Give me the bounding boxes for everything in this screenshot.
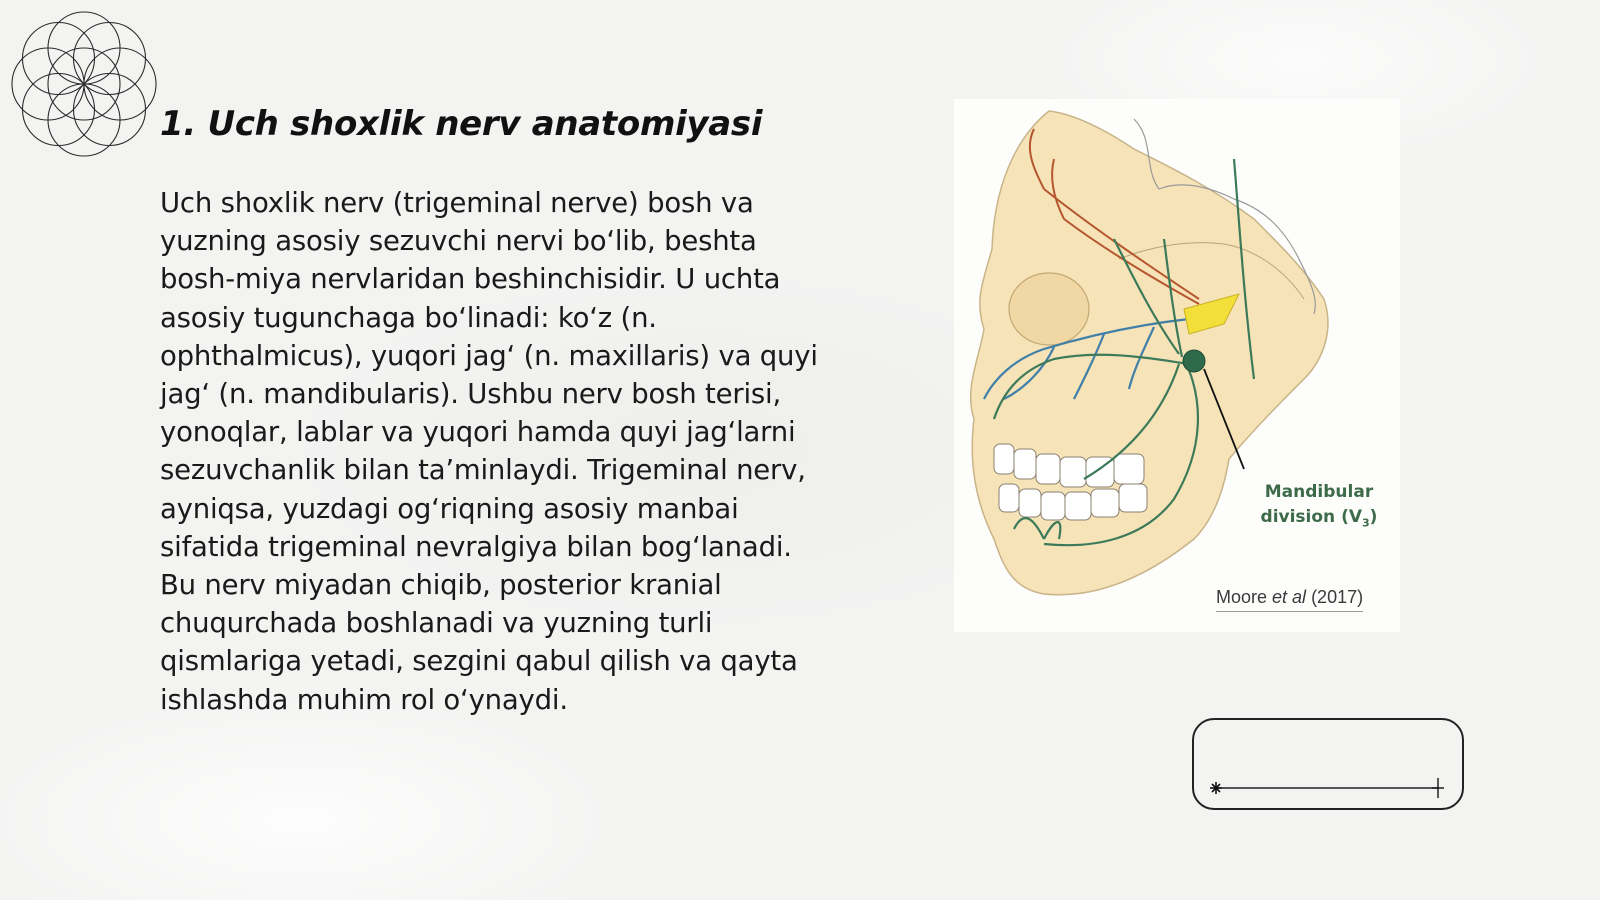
figure-credit: Moore et al (2017) (1216, 587, 1363, 612)
skull-nerve-illustration (954, 99, 1400, 632)
cross-sparkle-icon (1432, 778, 1444, 798)
orbit (1009, 273, 1089, 345)
asterisk-star-icon (1210, 782, 1222, 794)
decorative-line-frame (1192, 718, 1464, 810)
rosette-ornament-icon (10, 10, 158, 158)
slide-body-text: Uch shoxlik nerv (trigeminal nerve) bosh va yuzning asosiy sezuvchi nervi bo‘lib, beshta bosh-miya nervlaridan beshinchisidir. U uchta asosiy tugunchaga bo‘linadi: ko‘z (n. ophthalmicus), yuqori jag‘ (n. maxillaris) va quyi jag‘ (n. mandibularis). Ushbu nerv bosh terisi, yonoqlar, lablar va yuqori hamda quyi jag‘larni sezuvchanlik bilan ta’minlaydi. Trigeminal nerv, ayniqsa, yuzdagi og‘riqning asosiy manbai sifatida trigeminal nevralgiya bilan bog‘lanadi. Bu nerv miyadan chiqib, posterior kranial chuqurchada boshlanadi va yuzning turli qismlariga yetadi, sezgini qabul qilish va qayta ishlashda muhim rol o‘ynaydi. (160, 187, 818, 716)
mandibular-division-label: Mandibular division $(V_3)$ (1260, 482, 1378, 530)
slide-title: 1. Uch shoxlik nerv anatomiyasi (160, 104, 763, 144)
anatomy-figure (954, 99, 1400, 632)
